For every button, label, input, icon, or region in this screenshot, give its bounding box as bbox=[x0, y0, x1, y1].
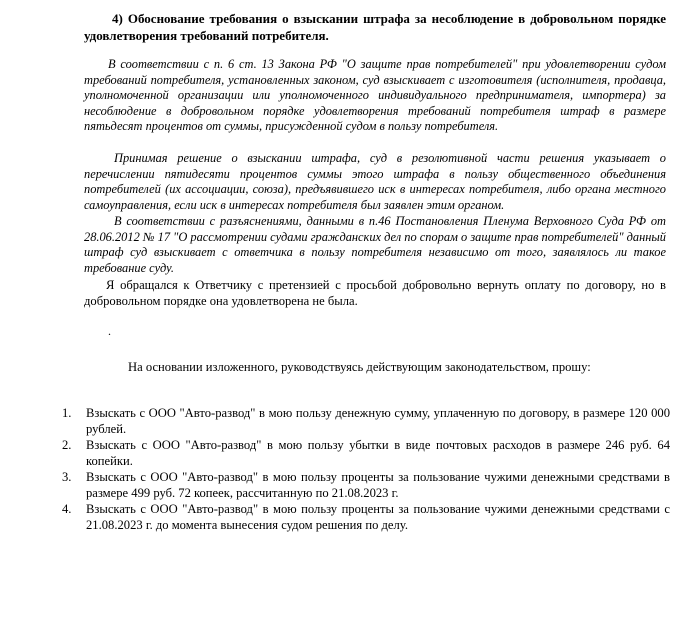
request-intro: На основании изложенного, руководствуясь действующим законодательством, прошу: bbox=[128, 360, 591, 374]
list-item-text: Взыскать с ООО "Авто-развод" в мою пользу убытки в виде почтовых расходов в размере 246 руб. 64 копейки. bbox=[86, 438, 670, 468]
list-item bbox=[58, 405, 670, 437]
list-item-number: 4. bbox=[62, 502, 72, 516]
list-item bbox=[58, 501, 670, 533]
list-item-number: 3. bbox=[62, 470, 72, 484]
list-item-text: Взыскать с ООО "Авто-развод" в мою пользу проценты за пользование чужими денежными средствами в размере 499 руб. 72 копеек, рассчитанную по 21.08.2023 г. bbox=[86, 470, 670, 500]
list-item-text: Взыскать с ООО "Авто-развод" в мою пользу проценты за пользование чужими денежными средствами с 21.08.2023 г. до момента вынесения судом решения по делу. bbox=[86, 502, 670, 532]
list-item bbox=[58, 437, 670, 469]
claims-list bbox=[58, 405, 670, 533]
list-item bbox=[58, 469, 670, 501]
section-heading: 4) Обоснование требования о взыскании штрафа за несоблюдение в добровольном порядке удовлетворения требований потребителя. bbox=[84, 11, 666, 43]
paragraph-fine-distribution: Принимая решение о взыскании штрафа, суд в резолютивной части решения указывает о перечислении пятидесяти процентов суммы этого штрафа в пользу общественного объединения потребителей (их ассоциации, союза), предъявившего иск в интересах потребителя, либо органа местного самоуправления, если иск в интересах потребителя был заявлен этим органом. bbox=[84, 151, 666, 212]
list-item-number: 2. bbox=[62, 438, 72, 452]
list-item-text: Взыскать с ООО "Авто-развод" в мою пользу денежную сумму, уплаченную по договору, в размере 120 000 рублей. bbox=[86, 406, 670, 436]
list-item-number: 1. bbox=[62, 406, 72, 420]
paragraph-plenum-clarification: В соответствии с разъяснениями, данными в п.46 Постановления Пленума Верховного Суда РФ от 28.06.2012 № 17 "О рассмотрении судами гражданских дел по спорам о защите прав потребителей" данный штраф суд взыскивает с ответчика в пользу потребителя независимо от того, заявлялось ли такое требование суду. bbox=[84, 214, 666, 275]
stray-dot: . bbox=[108, 324, 111, 338]
paragraph-claim-statement: Я обращался к Ответчику с претензией с просьбой добровольно вернуть оплату по договору, но в добровольном порядке она удовлетворена не была. bbox=[84, 278, 666, 308]
paragraph-law-citation: В соответствии с п. 6 ст. 13 Закона РФ "О защите прав потребителей" при удовлетворении судом требований потребителя, установленных законом, суд взыскивает с изготовителя (исполнителя, продавца, уполномоченной организации или уполномоченного индивидуального предпринимателя, импортера) за несоблюдение в добровольном порядке удовлетворения требований потребителя штраф в размере пятьдесят процентов от суммы, присужденной судом в пользу потребителя. bbox=[84, 57, 666, 133]
